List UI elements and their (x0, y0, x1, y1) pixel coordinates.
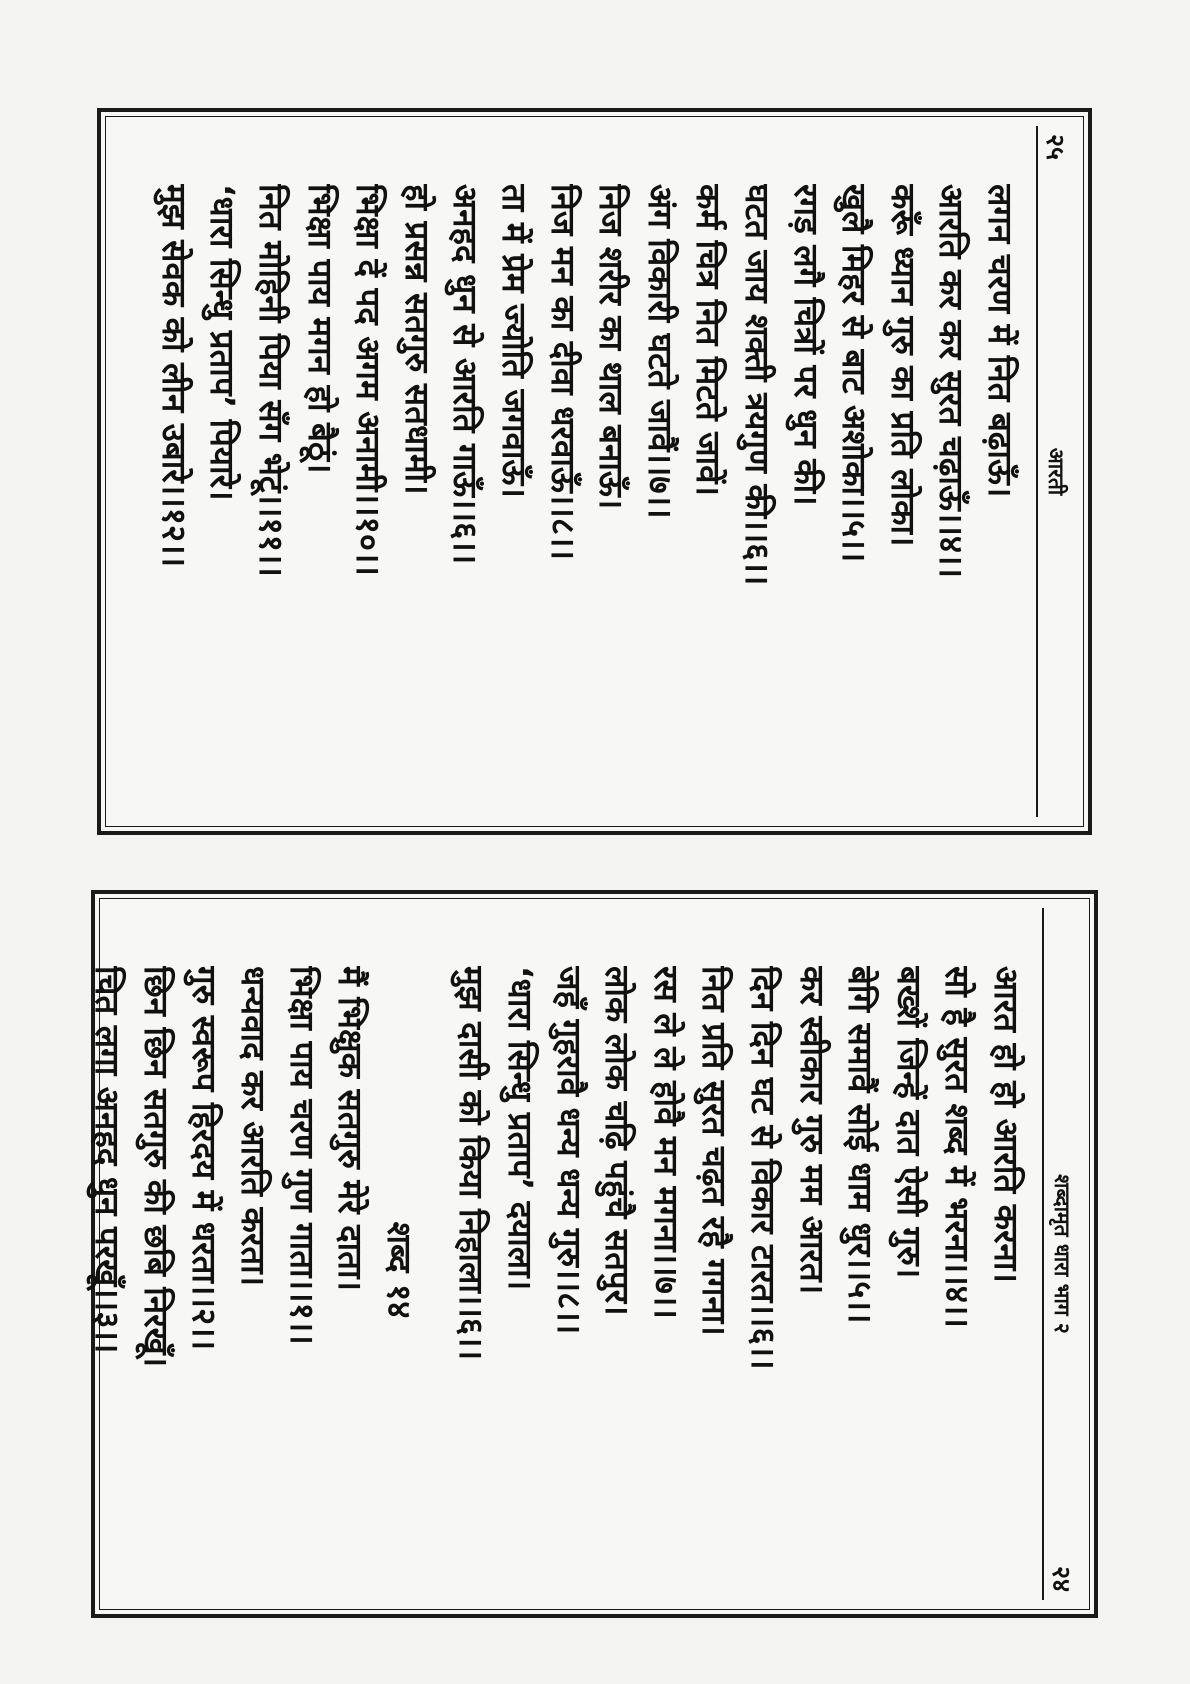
verse-line: जहँ गुहरावै धन्य धन्य गुरु।।८।। (549, 966, 589, 1335)
verse-line: रस ले ले होवै मन मगना।।७।। (646, 966, 686, 1319)
verse-line: मुझ सेवक को लीन उबारे।।१२।। (154, 184, 194, 568)
verse-line: खुलै मिहर से बाट अशोका।।५।। (835, 184, 875, 563)
section-heading: शब्द १४ (379, 1221, 419, 1319)
verse-line: ‘धारा सिन्धु प्रताप’ पियारे। (203, 184, 243, 501)
verse-line: रगड़ लगै चित्रों पर धुन की। (786, 184, 826, 506)
verse-line: हो प्रसन्न सतगुरु सतधामी। (397, 184, 437, 495)
verse-line: गुरु स्वरूप हिरदय में धरता।।२।। (185, 966, 225, 1351)
verse-line: कर स्वीकार गुरु मम आरत। (792, 966, 832, 1295)
verse-line: दिन दिन घट से विकार टारत।।६।। (744, 966, 784, 1370)
verse-line: मैं भिक्षुक सतगुरु मेरे दाता। (331, 966, 371, 1292)
header-title: शब्दामृत धारा भाग २ (1050, 1174, 1074, 1334)
verse-line: चित लगा अनहद धुन परखूँ।।३।। (88, 966, 128, 1354)
verse-line: छिन छिन सतगुरु की छबि निरखूँ। (136, 966, 176, 1368)
verse-line: भिक्षा पाय चरण गुण गाता।।१।। (282, 966, 322, 1345)
verse-line: मुझ दासी को किया निहाला।।६।। (452, 966, 492, 1361)
verse-line: भिक्षा पाय मगन हो बैठूं। (300, 184, 340, 474)
page-header (1036, 126, 1076, 817)
verse-line: धन्यवाद कर आरति करता। (234, 966, 274, 1287)
page-number: २५ (1041, 134, 1070, 161)
verse-line: लोक लोक चढ़ि पहुंचै सतपुर। (598, 966, 638, 1316)
verse-line: ‘धारा सिन्धु प्रताप’ दयाला। (501, 966, 541, 1291)
verse-line: भिक्षा दें पद अगम अनामी।।१०।। (349, 184, 389, 576)
verse-line: लगन चरण में नित बढ़ाऊँ। (981, 184, 1020, 498)
spacer (423, 966, 447, 1574)
verse-line: कर्म चित्र नित मिटते जावें। (689, 184, 729, 497)
verse-line: बेगि समावैं सोई धाम धुर।।५।। (841, 966, 881, 1324)
verse-block (149, 184, 1024, 791)
verse-block (83, 966, 1030, 1574)
header-title: आरती (1044, 447, 1068, 496)
verse-line: घटत जाय शक्ती त्रयगुण की।।६।। (738, 184, 778, 586)
verse-line: आरत हो हो आरति करना। (987, 966, 1026, 1283)
verse-line: आरति कर कर सुरत चढ़ाऊँ।।४।। (932, 184, 972, 579)
page-24 (88, 890, 1098, 1618)
page-25 (97, 108, 1092, 835)
verse-line: निज मन का दीवा धरवाऊँ।।८।। (543, 184, 583, 560)
verse-line: अंग विकारी घटते जावैं।।७।। (640, 184, 680, 519)
verse-line: अनहद धुन से आरति गाऊँ।।६।। (446, 184, 486, 565)
page-number: २४ (1047, 1565, 1076, 1592)
verse-line: निज शरीर का थाल बनाऊँ। (592, 184, 632, 510)
verse-line: बख्शें जिन्हें दात ऐसी गुरु। (889, 966, 929, 1279)
verse-line: सो है सुरत शब्द में भरना।।४।। (938, 966, 978, 1328)
verse-line: नित मोहिनी पिया सँग भेटूं।।११।। (252, 184, 292, 577)
verse-line: ता में प्रेम ज्योति जगवाऊँ। (495, 184, 535, 498)
verse-line: नित प्रति सुरत चढ़त रहै गगना। (695, 966, 735, 1336)
page-header (1042, 908, 1082, 1600)
verse-line: करूँ ध्यान गुरु का प्रति लोका। (883, 184, 923, 547)
